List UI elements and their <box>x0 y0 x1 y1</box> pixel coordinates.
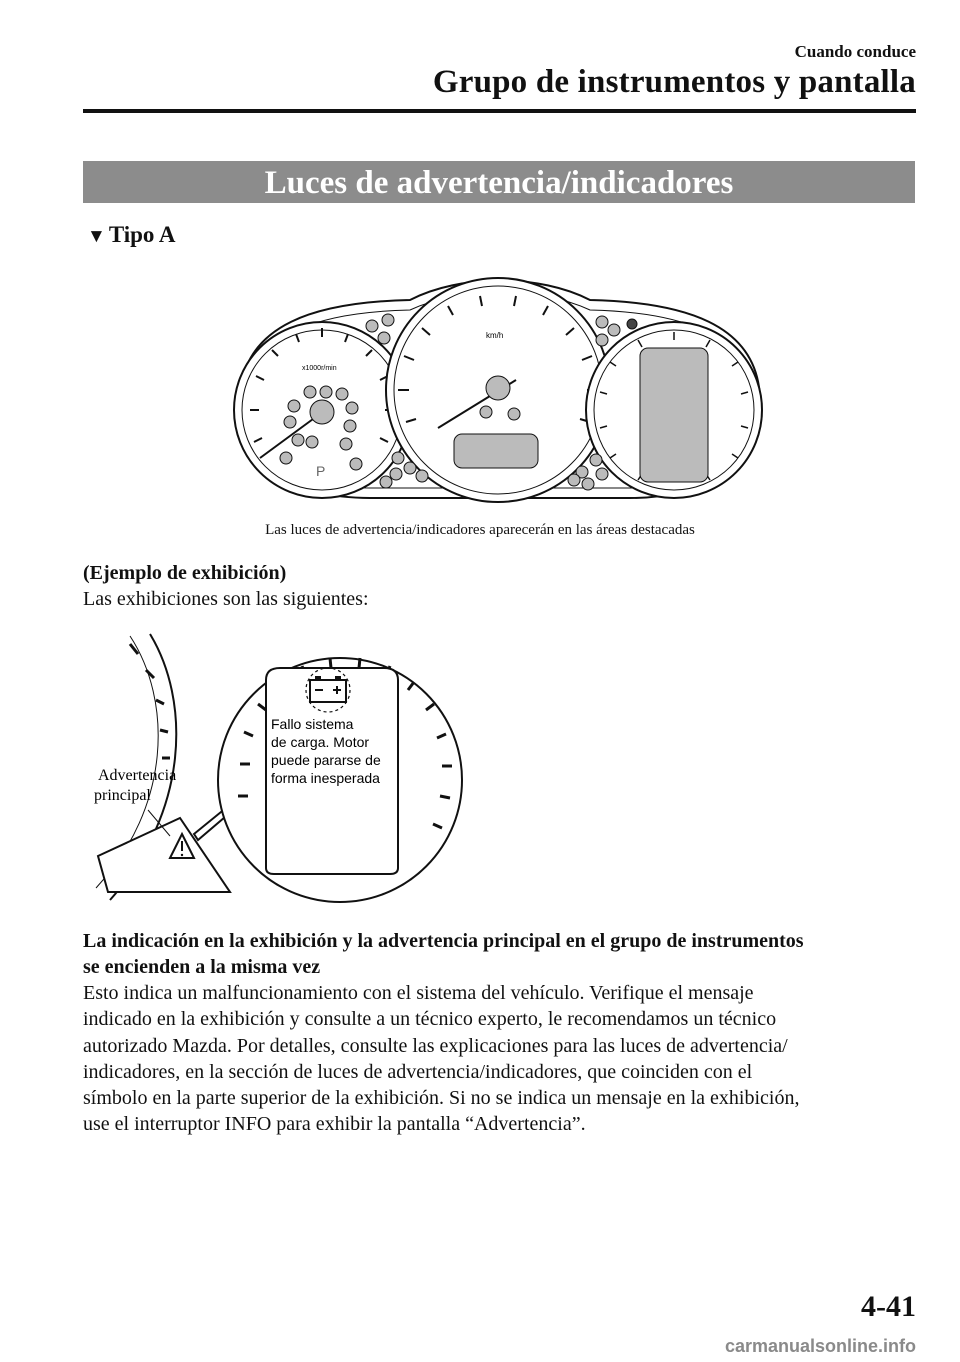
section-label: Cuando conduce <box>794 42 916 61</box>
header-rule <box>83 109 916 113</box>
speed-unit-label: km/h <box>486 331 504 340</box>
triangle-marker-icon: ▼ <box>87 226 106 247</box>
page-title: Grupo de instrumentos y pantalla <box>432 64 916 100</box>
body-line: indicado en la exhibición y consulte a un técnico experto, le recomendamos un técnico <box>83 1008 777 1031</box>
display-message-line-1: Fallo sistema <box>271 716 354 732</box>
body-bold-line-1: La indicación en la exhibición y la advertencia principal en el grupo de instrumentos <box>83 930 804 952</box>
body-bold-heading <box>83 928 923 980</box>
display-example-figure <box>90 630 470 908</box>
body-line: Esto indica un malfuncionamiento con el sistema del vehículo. Verifique el mensaje <box>83 982 754 1004</box>
display-message-line-2: de carga. Motor <box>271 734 370 750</box>
section-banner: Luces de advertencia/indicadores <box>83 161 915 203</box>
body-bold-line-2: se encienden a la misma vez <box>83 956 321 978</box>
rpm-unit-label: x1000r/min <box>302 365 337 372</box>
top-right-warning-lights <box>596 316 620 346</box>
multi-information-display <box>640 348 708 482</box>
instrument-cluster-figure <box>210 262 790 520</box>
gear-indicator: P <box>316 463 326 479</box>
display-message-line-4: forma inesperada <box>271 770 380 786</box>
body-paragraph <box>83 980 928 1138</box>
body-line: autorizado Mazda. Por detalles, consulte las explicaciones para las luces de advertencia/ <box>83 1034 788 1057</box>
body-line: indicadores, en la sección de luces de advertencia/indicadores, que coinciden con el <box>83 1060 753 1083</box>
trip-knob <box>627 319 637 329</box>
figure1-caption: Las luces de advertencia/indicadores aparecerán en las áreas destacadas <box>265 522 695 538</box>
body-line: use el interruptor INFO para exhibir la pantalla “Advertencia”. <box>83 1113 586 1136</box>
page-number: 4-41 <box>861 1290 916 1323</box>
example-heading: (Ejemplo de exhibición) <box>83 562 287 584</box>
subsection-title-text: Tipo A <box>108 222 176 247</box>
speedometer-display <box>454 434 538 468</box>
example-intro: Las exhibiciones son las siguientes: <box>83 588 369 610</box>
body-line: símbolo en la parte superior de la exhibición. Si no se indica un mensaje en la exhibición, <box>83 1087 800 1110</box>
subsection-title <box>87 222 176 248</box>
master-warning-label-1: Advertencia <box>98 767 177 784</box>
master-warning-label-2: principal <box>94 787 151 804</box>
display-message-line-3: puede pararse de <box>271 752 381 768</box>
watermark: carmanualsonline.info <box>724 1336 916 1356</box>
